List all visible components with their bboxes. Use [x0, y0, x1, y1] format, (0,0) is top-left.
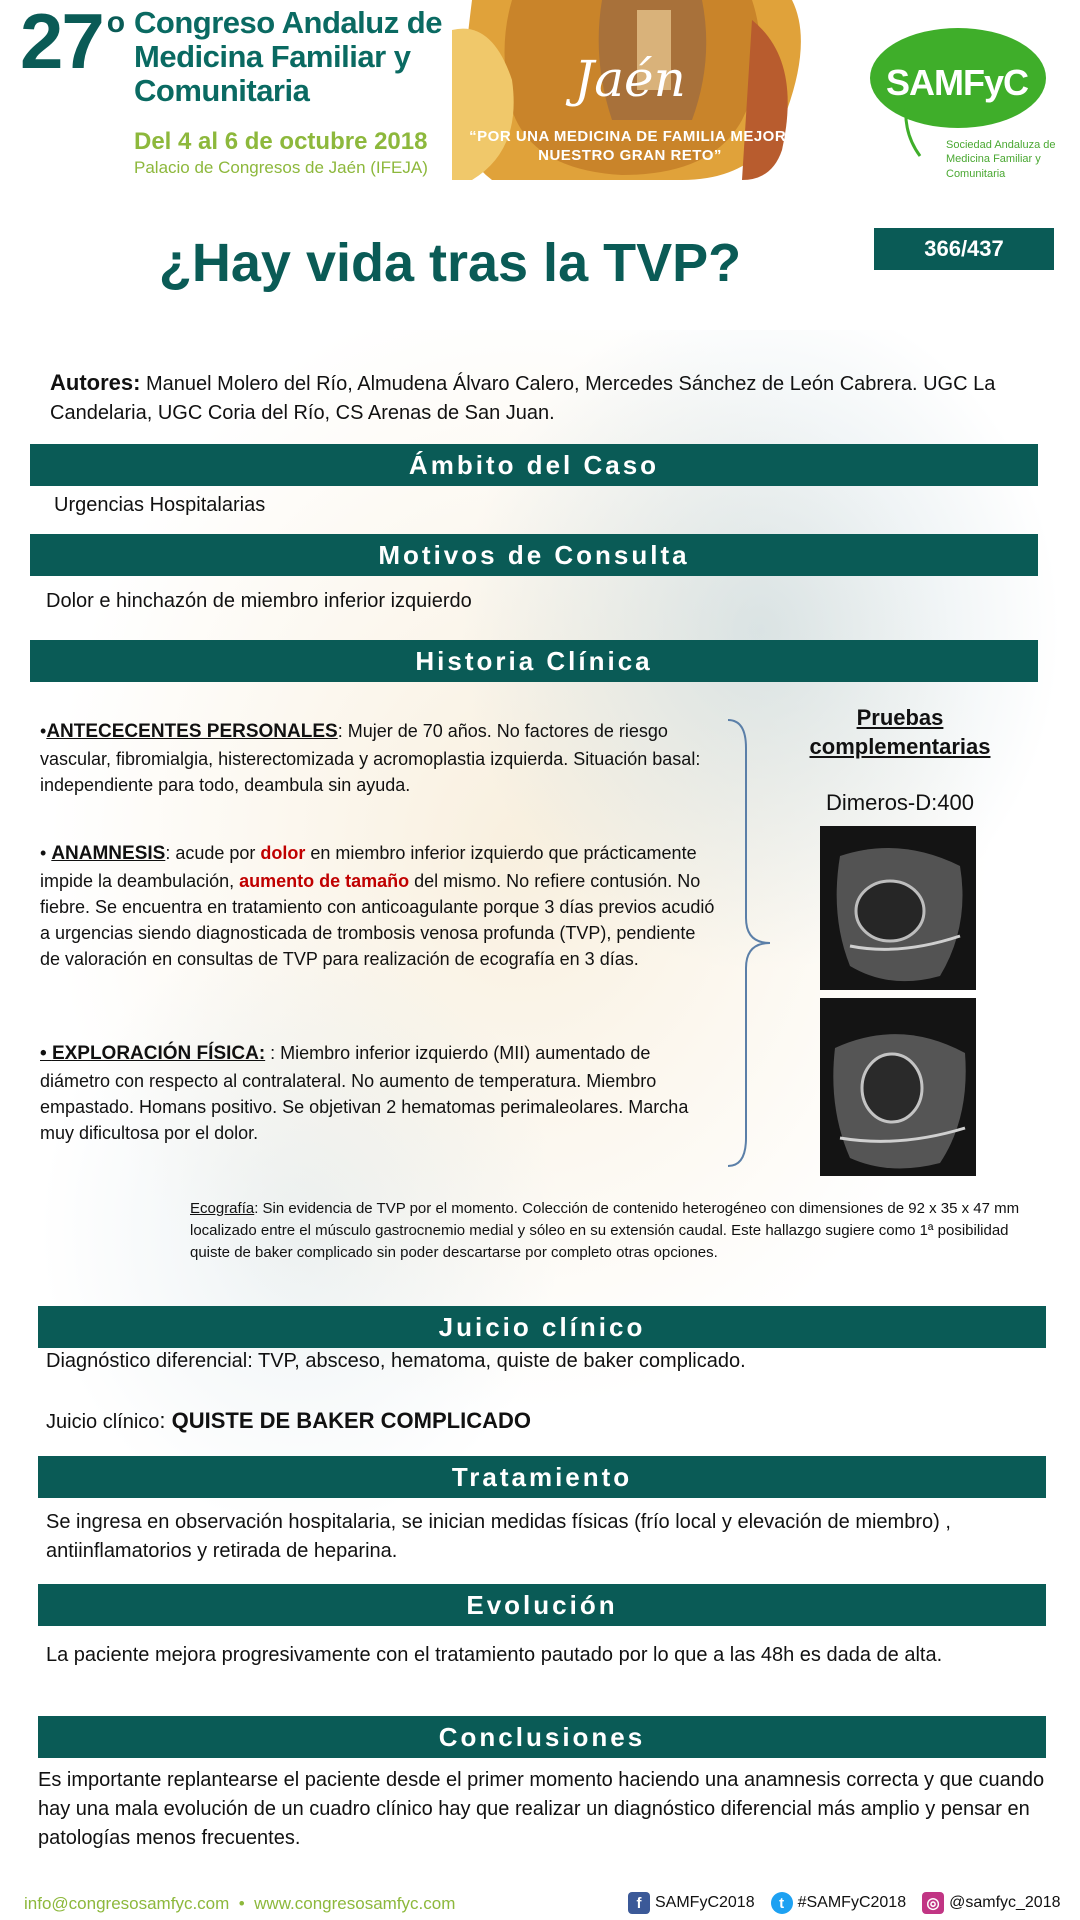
anamnesis-part-a: : acude por: [165, 843, 261, 863]
curly-brace: [726, 718, 772, 1168]
anamnesis-highlight-aumento: aumento de tamaño: [239, 870, 410, 891]
conclusiones-text: Es importante replantearse el paciente desde el primer momento haciendo una anamnesis correcta y que cuando hay una mala evolución de un cuadro clínico hay que realizar un diagnóstico diferencial más amplio y pensar en patologías menos frecuentes.: [38, 1769, 1045, 1849]
section-heading-historia: Historia Clínica: [30, 640, 1038, 682]
pruebas-title: Pruebas complementarias: [809, 705, 991, 759]
ultrasound-image-2: [820, 998, 976, 1176]
anamnesis-part-b: en miembro inferior izquierdo que prácticamente impide la deambulación,: [40, 843, 697, 891]
twitter-icon: t: [771, 1892, 793, 1914]
congress-name: Congreso Andaluz de Medicina Familiar y Comunitaria: [134, 5, 442, 109]
section-heading-juicio: Juicio clínico: [38, 1306, 1046, 1348]
antecedentes-label: ANTECECENTES PERSONALES: [46, 721, 338, 742]
twitter-link[interactable]: [771, 1892, 907, 1914]
section-heading-conclusiones: Conclusiones: [38, 1716, 1046, 1758]
footer-website[interactable]: www.congresosamfyc.com: [254, 1894, 456, 1913]
exploracion-label-text: EXPLORACIÓN FÍSICA:: [51, 1043, 266, 1064]
dimeros-value: Dimeros-D:400: [826, 790, 974, 815]
juicio-label: Juicio clínico: [46, 1411, 160, 1433]
section-heading-motivos: Motivos de Consulta: [30, 534, 1038, 576]
footer-contact: [24, 1894, 455, 1914]
ultrasound-image-1: [820, 826, 976, 990]
tratamiento-text: Se ingresa en observación hospitalaria, se inician medidas físicas (frío local y elevación de miembro) , antiinflamatorios y retirada de heparina.: [46, 1511, 951, 1562]
antecedentes-text: Mujer de 70 años. No factores de riesgo vascular, fibromialgia, histerectomizada y acromoplastia izquierda. Situación basal: independiente para todo, deambula sin ayuda.: [40, 721, 701, 795]
twitter-handle: #SAMFyC2018: [797, 1894, 907, 1911]
facebook-icon: f: [628, 1892, 650, 1914]
logo-word: SAMFyC: [885, 62, 1028, 103]
ecografia-paragraph: [190, 1198, 1020, 1263]
instagram-link[interactable]: [922, 1892, 1060, 1914]
banner-slogan: “POR UNA MEDICINA DE FAMILIA MEJOR, NUESTRO GRAN RETO”: [469, 128, 791, 164]
section-heading-tratamiento: Tratamiento: [38, 1456, 1046, 1498]
facebook-handle: SAMFyC2018: [655, 1894, 755, 1911]
jaen-banner: [452, 0, 808, 180]
ecografia-label: Ecografía: [190, 1200, 255, 1217]
instagram-icon: ◎: [922, 1892, 944, 1914]
anamnesis-paragraph: • ANAMNESIS: acude por dolor en miembro inferior izquierdo que prácticamente impide la deambulación, aumento de tamaño del mismo. No refiere contusión. No fiebre. Se encuentra en tratamiento con anticoagulante porque 3 días previos acudió a urgencias siendo diagnosticada de trombosis venosa profunda (TVP), pendiente de valoración en consultas de TVP para realización de ecografía en 3 días.: [40, 843, 715, 969]
ambito-text: Urgencias Hospitalarias: [54, 494, 266, 516]
congress-venue: Palacio de Congresos de Jaén (IFEJA): [134, 158, 428, 177]
footer-social: [628, 1892, 1061, 1914]
congress-edition: [20, 0, 124, 85]
section-heading-evolucion: Evolución: [38, 1584, 1046, 1626]
juicio-value: QUISTE DE BAKER COMPLICADO: [171, 1408, 531, 1433]
anamnesis-part-c: del mismo. No refiere contusión. No fiebre. Se encuentra en tratamiento con anticoagulante porque 3 días previos acudió a urgencias siendo diagnosticada de trombosis venosa profunda (TVP), pendiente de valoración en consultas de TVP para realización de ecografía en 3 días.: [40, 870, 715, 969]
authors-label: Autores:: [50, 370, 141, 395]
footer-email[interactable]: info@congresosamfyc.com: [24, 1894, 230, 1913]
banner-city: Jaén: [574, 50, 686, 108]
edition-number: 27: [20, 0, 103, 85]
authors: [50, 368, 1045, 427]
motivos-text: Dolor e hinchazón de miembro inferior izquierdo: [46, 590, 472, 612]
samfyc-logo: [868, 16, 1056, 180]
ecografia-text: : Sin evidencia de TVP por el momento. Colección de contenido heterogéneo con dimensiones de 92 x 35 x 47 mm localizado entre el músculo gastrocnemio medial y sóleo en su extensión caudal. Este hallazgo sugiere como 1ª posibilidad quiste de baker complicado sin poder descartarse por completo otras opciones.: [190, 1200, 1020, 1261]
footer-separator: •: [238, 1894, 245, 1913]
facebook-link[interactable]: [628, 1892, 755, 1914]
anamnesis-label: ANAMNESIS: [51, 843, 166, 864]
congress-dates: Del 4 al 6 de octubre 2018: [134, 128, 428, 155]
exploracion-label: • EXPLORACIÓN FÍSICA:: [40, 1043, 266, 1064]
logo-subtitle: Sociedad Andaluza de Medicina Familiar y Comunitaria: [946, 139, 1056, 180]
exploracion-paragraph: [40, 1040, 706, 1146]
instagram-handle: @samfyc_2018: [949, 1894, 1061, 1911]
juicio-clinico-line: [46, 1408, 531, 1434]
poster-title: ¿Hay vida tras la TVP?: [158, 233, 742, 293]
poster-id-badge: 366/437: [874, 228, 1054, 270]
section-heading-ambito: Ámbito del Caso: [30, 444, 1038, 486]
diagnostico-diferencial: Diagnóstico diferencial: TVP, absceso, hematoma, quiste de baker complicado.: [46, 1350, 746, 1372]
authors-text: Manuel Molero del Río, Almudena Álvaro Calero, Mercedes Sánchez de León Cabrera. UGC La Candelaria, UGC Coria del Río, CS Arenas de San Juan.: [50, 373, 996, 424]
exploracion-text: : Miembro inferior izquierdo (MII) aumentado de diámetro con respecto al contralateral. No aumento de temperatura. Miembro empastado. Homans positivo. Se objetivan 2 hematomas perimaleolares. Marcha muy dificultosa por el dolor.: [40, 1043, 689, 1143]
juicio-colon: :: [159, 1408, 172, 1433]
edition-ordinal: o: [106, 6, 124, 39]
anamnesis-highlight-dolor: dolor: [260, 843, 306, 863]
evolucion-text: La paciente mejora progresivamente con el tratamiento pautado por lo que a las 48h es dada de alta.: [46, 1644, 943, 1666]
antecedentes-paragraph: •ANTECECENTES PERSONALES: Mujer de 70 años. No factores de riesgo vascular, fibromialgia, histerectomizada y acromoplastia izquierda. Situación basal: independiente para todo, deambula sin ayuda.: [40, 721, 701, 795]
